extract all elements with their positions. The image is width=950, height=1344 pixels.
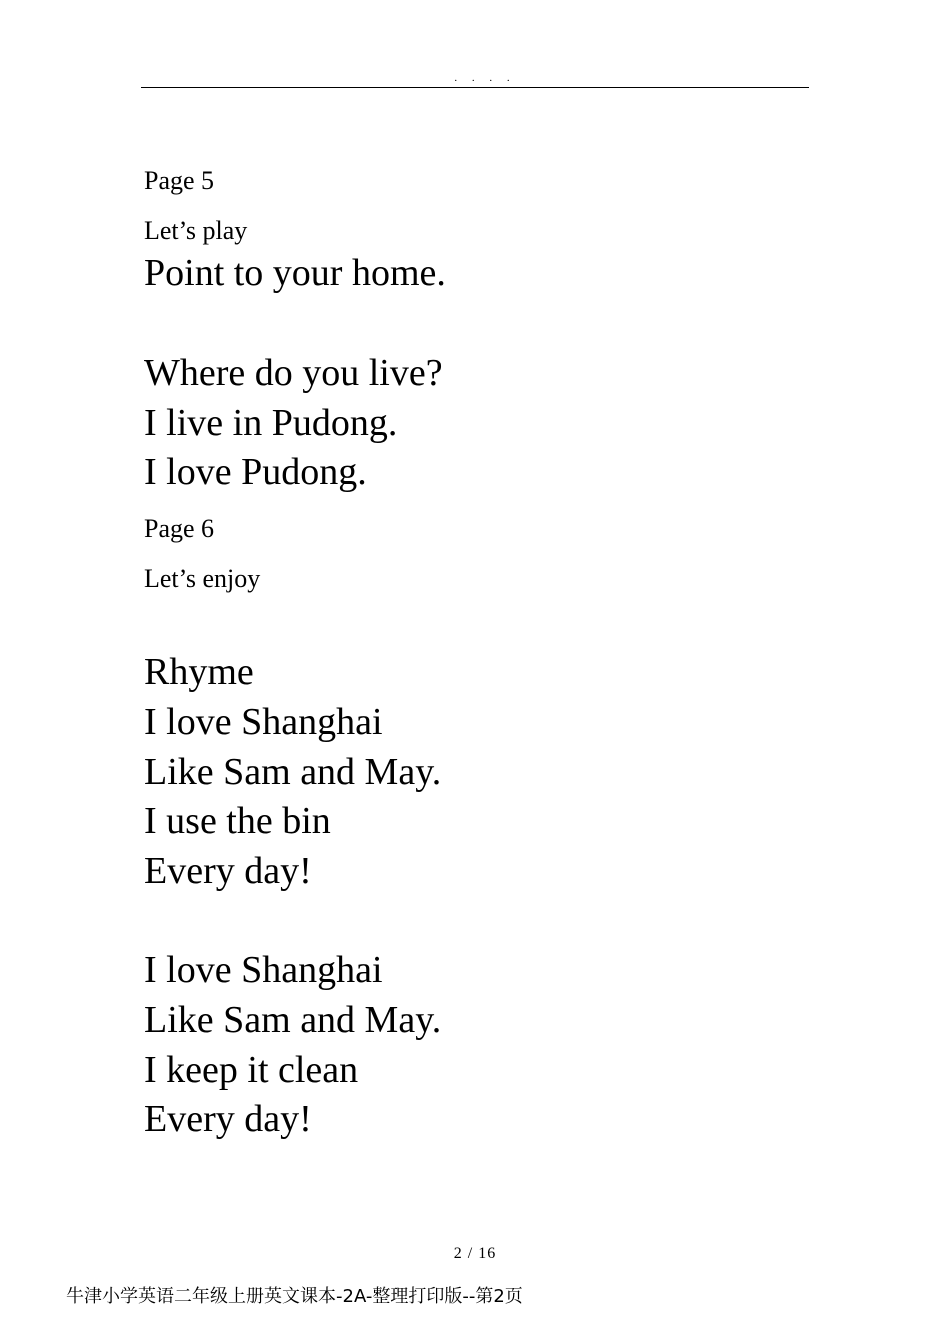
verse2-line-1: I love Shanghai — [144, 949, 383, 991]
verse1-line-2: Like Sam and May. — [144, 751, 442, 793]
page5-line-4: I love Pudong. — [144, 451, 367, 493]
header-rule — [141, 87, 809, 88]
verse1-line-4: Every day! — [144, 850, 312, 892]
rhyme-title: Rhyme — [144, 651, 254, 693]
page5-label: Page 5 — [144, 166, 215, 195]
verse1-line-1: I love Shanghai — [144, 701, 383, 743]
page-number: 2 / 16 — [453, 1245, 497, 1262]
verse1-line-3: I use the bin — [144, 800, 331, 842]
verse2-line-2: Like Sam and May. — [144, 999, 442, 1041]
document-footer-title: 牛津小学英语二年级上册英文课本-2A-整理打印版--第2页 — [66, 1286, 523, 1307]
verse2-line-4: Every day! — [144, 1098, 312, 1140]
page5-section-heading: Let’s play — [144, 216, 248, 245]
page6-label: Page 6 — [144, 514, 215, 543]
page6-section-heading: Let’s enjoy — [144, 564, 261, 593]
page5-line-3: I live in Pudong. — [144, 402, 398, 444]
verse2-line-3: I keep it clean — [144, 1049, 359, 1091]
page5-line-2: Where do you live? — [144, 352, 443, 394]
page5-line-1: Point to your home. — [144, 252, 446, 294]
header-dots: . . . . — [454, 72, 516, 84]
